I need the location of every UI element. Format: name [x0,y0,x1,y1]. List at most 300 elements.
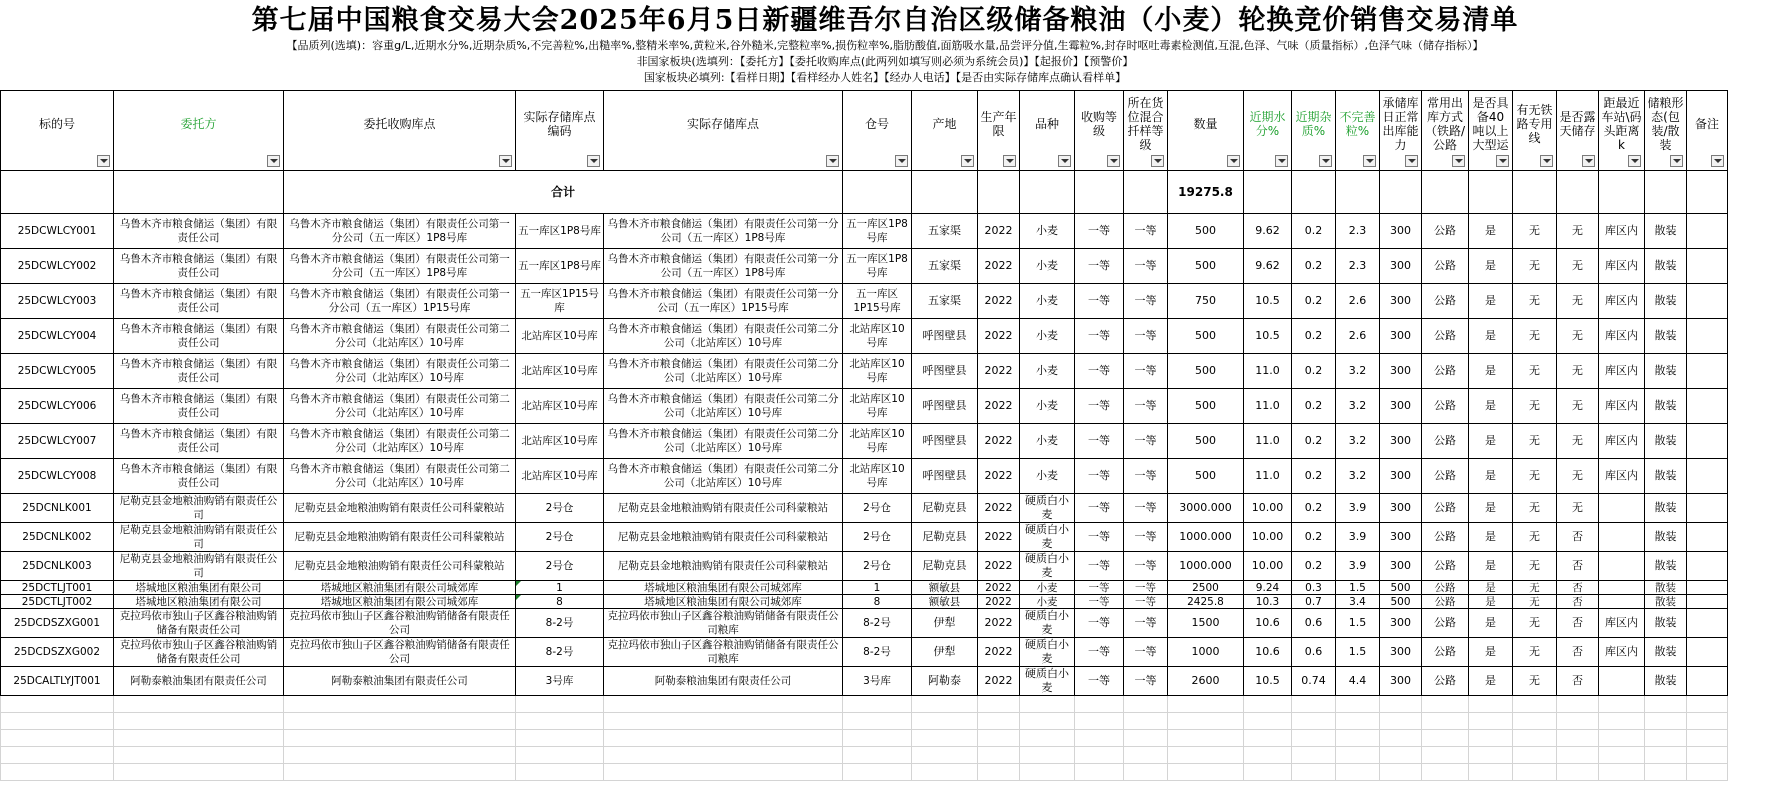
empty-cell[interactable] [1168,696,1244,713]
cell-capacity[interactable]: 300 [1380,424,1422,459]
empty-cell[interactable] [1557,696,1599,713]
empty-cell[interactable] [978,764,1020,781]
empty-cell[interactable] [1168,764,1244,781]
cell-rail[interactable]: 无 [1513,249,1557,284]
empty-cell[interactable] [843,696,912,713]
cell-capacity[interactable]: 300 [1380,249,1422,284]
cell-impurity[interactable]: 0.2 [1292,354,1336,389]
cell-buy-point[interactable]: 乌鲁木齐市粮食储运（集团）有限责任公司第二分公司（北站库区）10号库 [284,389,516,424]
empty-cell[interactable] [516,730,604,747]
cell-client[interactable]: 乌鲁木齐市粮食储运（集团）有限责任公司 [114,424,284,459]
cell-impurity[interactable]: 0.74 [1292,667,1336,696]
cell-variety[interactable]: 硬质白小麦 [1020,638,1075,667]
empty-cell[interactable] [978,747,1020,764]
empty-cell[interactable] [1599,696,1645,713]
cell-origin[interactable]: 五家渠 [912,214,978,249]
cell-moisture[interactable]: 10.3 [1244,595,1292,609]
cell-impurity[interactable]: 0.2 [1292,523,1336,552]
cell-open-air[interactable]: 否 [1557,667,1599,696]
empty-cell[interactable] [1,730,114,747]
cell-open-air[interactable]: 否 [1557,581,1599,595]
filter-dropdown-icon[interactable] [499,155,512,167]
empty-cell[interactable] [1599,713,1645,730]
empty-cell[interactable] [1513,696,1557,713]
empty-cell[interactable] [284,747,516,764]
empty-row[interactable] [1,713,1728,730]
cell-mix-grade[interactable]: 一等 [1124,667,1168,696]
cell-store-point[interactable]: 乌鲁木齐市粮食储运（集团）有限责任公司第二分公司（北站库区）10号库 [604,354,843,389]
cell-store-code[interactable]: 2号仓 [516,552,604,581]
cell-distance[interactable]: 库区内 [1599,319,1645,354]
cell-distance[interactable] [1599,552,1645,581]
empty-cell[interactable] [978,713,1020,730]
empty-cell[interactable] [1380,696,1422,713]
cell-remark[interactable] [1687,214,1728,249]
cell-capacity[interactable]: 300 [1380,319,1422,354]
cell-qty[interactable]: 2600 [1168,667,1244,696]
cell-qty[interactable]: 500 [1168,459,1244,494]
cell-buy-point[interactable]: 乌鲁木齐市粮食储运（集团）有限责任公司第一分公司（五一库区）1P8号库 [284,249,516,284]
cell-grade[interactable]: 一等 [1075,214,1124,249]
cell-year[interactable]: 2022 [978,523,1020,552]
cell-grade[interactable]: 一等 [1075,523,1124,552]
cell-remark[interactable] [1687,595,1728,609]
empty-cell[interactable] [284,730,516,747]
cell-moisture[interactable]: 11.0 [1244,459,1292,494]
cell-client[interactable]: 乌鲁木齐市粮食储运（集团）有限责任公司 [114,284,284,319]
cell-rail[interactable]: 无 [1513,354,1557,389]
cell-mix-grade[interactable]: 一等 [1124,214,1168,249]
empty-cell[interactable] [1557,764,1599,781]
empty-cell[interactable] [978,696,1020,713]
cell-variety[interactable]: 小麦 [1020,459,1075,494]
cell-moisture[interactable]: 10.5 [1244,667,1292,696]
cell-buy-point[interactable]: 塔城地区粮油集团有限公司城郊库 [284,595,516,609]
cell-truck[interactable]: 是 [1469,494,1513,523]
empty-cell[interactable] [1469,730,1513,747]
filter-dropdown-icon[interactable] [895,155,908,167]
cell-capacity[interactable]: 300 [1380,389,1422,424]
cell-form[interactable]: 散装 [1645,523,1687,552]
cell-buy-point[interactable]: 克拉玛依市独山子区鑫谷粮油购销储备有限责任公司 [284,638,516,667]
empty-cell[interactable] [1292,713,1336,730]
empty-cell[interactable] [284,713,516,730]
cell-open-air[interactable]: 无 [1557,494,1599,523]
filter-dropdown-icon[interactable] [1107,155,1120,167]
cell-variety[interactable]: 硬质白小麦 [1020,609,1075,638]
cell-moisture[interactable]: 10.5 [1244,284,1292,319]
cell-impurity[interactable]: 0.7 [1292,595,1336,609]
cell-impurity[interactable]: 0.2 [1292,284,1336,319]
cell-buy-point[interactable]: 乌鲁木齐市粮食储运（集团）有限责任公司第二分公司（北站库区）10号库 [284,354,516,389]
filter-dropdown-icon[interactable] [1540,155,1553,167]
empty-cell[interactable] [1422,696,1469,713]
empty-cell[interactable] [604,764,843,781]
empty-cell[interactable] [1075,696,1124,713]
cell-form[interactable]: 散装 [1645,667,1687,696]
cell-open-air[interactable]: 无 [1557,354,1599,389]
cell-bin[interactable]: 3号库 [843,667,912,696]
filter-dropdown-icon[interactable] [1151,155,1164,167]
cell-grade[interactable]: 一等 [1075,581,1124,595]
filter-dropdown-icon[interactable] [97,155,110,167]
cell-capacity[interactable]: 500 [1380,595,1422,609]
cell-qty[interactable]: 1000 [1168,638,1244,667]
cell-rail[interactable]: 无 [1513,638,1557,667]
cell-bin[interactable]: 北站库区10号库 [843,354,912,389]
cell-rail[interactable]: 无 [1513,389,1557,424]
cell-buy-point[interactable]: 尼勒克县金地粮油购销有限责任公司科蒙粮站 [284,552,516,581]
empty-cell[interactable] [1599,730,1645,747]
cell-variety[interactable]: 小麦 [1020,319,1075,354]
cell-mix-grade[interactable]: 一等 [1124,581,1168,595]
cell-form[interactable]: 散装 [1645,354,1687,389]
cell-form[interactable]: 散装 [1645,424,1687,459]
cell-rail[interactable]: 无 [1513,595,1557,609]
cell-remark[interactable] [1687,424,1728,459]
empty-cell[interactable] [604,747,843,764]
cell-grade[interactable]: 一等 [1075,638,1124,667]
cell-grade[interactable]: 一等 [1075,319,1124,354]
filter-dropdown-icon[interactable] [1670,155,1683,167]
empty-cell[interactable] [1,747,114,764]
empty-cell[interactable] [1,764,114,781]
cell-origin[interactable]: 五家渠 [912,284,978,319]
table-row[interactable] [1,595,1728,609]
empty-cell[interactable] [114,764,284,781]
empty-cell[interactable] [978,730,1020,747]
filter-dropdown-icon[interactable] [1496,155,1509,167]
cell-buy-point[interactable]: 塔城地区粮油集团有限公司城郊库 [284,581,516,595]
cell-store-point[interactable]: 克拉玛依市独山子区鑫谷粮油购销储备有限责任公司粮库 [604,638,843,667]
empty-cell[interactable] [1292,696,1336,713]
table-row[interactable] [1,284,1728,319]
cell-truck[interactable]: 是 [1469,459,1513,494]
cell-mix-grade[interactable]: 一等 [1124,459,1168,494]
table-row[interactable] [1,667,1728,696]
cell-year[interactable]: 2022 [978,424,1020,459]
cell-transport[interactable]: 公路 [1422,667,1469,696]
cell-grade[interactable]: 一等 [1075,389,1124,424]
cell-moisture[interactable]: 10.00 [1244,552,1292,581]
cell-mix-grade[interactable]: 一等 [1124,595,1168,609]
cell-distance[interactable] [1599,494,1645,523]
cell-remark[interactable] [1687,389,1728,424]
cell-id[interactable]: 25DCNLK003 [1,552,114,581]
cell-moisture[interactable]: 11.0 [1244,389,1292,424]
cell-origin[interactable]: 额敏县 [912,581,978,595]
cell-id[interactable]: 25DCTLJT001 [1,581,114,595]
cell-truck[interactable]: 是 [1469,609,1513,638]
cell-origin[interactable]: 呼图壁县 [912,319,978,354]
empty-cell[interactable] [1380,764,1422,781]
empty-cell[interactable] [1469,696,1513,713]
empty-cell[interactable] [1,713,114,730]
filter-dropdown-icon[interactable] [587,155,600,167]
filter-dropdown-icon[interactable] [1452,155,1465,167]
cell-variety[interactable]: 硬质白小麦 [1020,494,1075,523]
cell-imperfect[interactable]: 3.2 [1336,459,1380,494]
cell-origin[interactable]: 伊犁 [912,638,978,667]
cell-remark[interactable] [1687,459,1728,494]
empty-cell[interactable] [1422,747,1469,764]
cell-bin[interactable]: 2号仓 [843,523,912,552]
table-row[interactable] [1,249,1728,284]
cell-moisture[interactable]: 10.6 [1244,609,1292,638]
empty-cell[interactable] [516,764,604,781]
cell-store-code[interactable]: 3号库 [516,667,604,696]
cell-store-code[interactable]: 北站库区10号库 [516,319,604,354]
empty-cell[interactable] [1020,747,1075,764]
cell-store-point[interactable]: 塔城地区粮油集团有限公司城郊库 [604,595,843,609]
empty-cell[interactable] [1244,747,1292,764]
cell-store-point[interactable]: 乌鲁木齐市粮食储运（集团）有限责任公司第二分公司（北站库区）10号库 [604,424,843,459]
cell-store-code[interactable]: 2号仓 [516,523,604,552]
empty-cell[interactable] [843,713,912,730]
empty-cell[interactable] [1124,730,1168,747]
cell-imperfect[interactable]: 1.5 [1336,638,1380,667]
cell-capacity[interactable]: 300 [1380,214,1422,249]
cell-transport[interactable]: 公路 [1422,424,1469,459]
empty-cell[interactable] [1336,696,1380,713]
cell-store-code[interactable]: 北站库区10号库 [516,354,604,389]
cell-remark[interactable] [1687,284,1728,319]
cell-qty[interactable]: 1000.000 [1168,523,1244,552]
cell-form[interactable]: 散装 [1645,581,1687,595]
cell-client[interactable]: 尼勒克县金地粮油购销有限责任公司 [114,523,284,552]
empty-cell[interactable] [1075,764,1124,781]
cell-truck[interactable]: 是 [1469,354,1513,389]
cell-impurity[interactable]: 0.6 [1292,638,1336,667]
empty-cell[interactable] [604,696,843,713]
cell-form[interactable]: 散装 [1645,595,1687,609]
empty-cell[interactable] [1124,747,1168,764]
cell-distance[interactable]: 库区内 [1599,389,1645,424]
cell-rail[interactable]: 无 [1513,667,1557,696]
empty-cell[interactable] [1336,747,1380,764]
table-row[interactable] [1,552,1728,581]
cell-open-air[interactable]: 否 [1557,552,1599,581]
cell-transport[interactable]: 公路 [1422,638,1469,667]
cell-rail[interactable]: 无 [1513,424,1557,459]
empty-row[interactable] [1,730,1728,747]
empty-cell[interactable] [516,696,604,713]
cell-buy-point[interactable]: 乌鲁木齐市粮食储运（集团）有限责任公司第二分公司（北站库区）10号库 [284,424,516,459]
empty-cell[interactable] [604,730,843,747]
cell-client[interactable]: 塔城地区粮油集团有限公司 [114,595,284,609]
cell-id[interactable]: 25DCWLCY006 [1,389,114,424]
filter-dropdown-icon[interactable] [1582,155,1595,167]
cell-variety[interactable]: 小麦 [1020,581,1075,595]
cell-qty[interactable]: 750 [1168,284,1244,319]
filter-dropdown-icon[interactable] [1319,155,1332,167]
cell-moisture[interactable]: 9.62 [1244,214,1292,249]
cell-moisture[interactable]: 11.0 [1244,354,1292,389]
cell-id[interactable]: 25DCNLK001 [1,494,114,523]
empty-cell[interactable] [1513,730,1557,747]
cell-distance[interactable]: 库区内 [1599,459,1645,494]
cell-bin[interactable]: 北站库区10号库 [843,424,912,459]
empty-cell[interactable] [1422,730,1469,747]
cell-capacity[interactable]: 300 [1380,523,1422,552]
table-row[interactable] [1,354,1728,389]
empty-cell[interactable] [1075,747,1124,764]
cell-form[interactable]: 散装 [1645,284,1687,319]
cell-store-code[interactable]: 8-2号 [516,638,604,667]
cell-truck[interactable]: 是 [1469,424,1513,459]
cell-bin[interactable]: 五一库区1P15号库 [843,284,912,319]
cell-id[interactable]: 25DCALTLYJT001 [1,667,114,696]
cell-origin[interactable]: 五家渠 [912,249,978,284]
cell-mix-grade[interactable]: 一等 [1124,552,1168,581]
cell-remark[interactable] [1687,319,1728,354]
table-row[interactable] [1,424,1728,459]
empty-cell[interactable] [1645,730,1687,747]
cell-rail[interactable]: 无 [1513,214,1557,249]
cell-form[interactable]: 散装 [1645,609,1687,638]
cell-id[interactable]: 25DCWLCY001 [1,214,114,249]
cell-buy-point[interactable]: 阿勒泰粮油集团有限责任公司 [284,667,516,696]
table-row[interactable] [1,494,1728,523]
empty-cell[interactable] [1469,764,1513,781]
cell-origin[interactable]: 尼勒克县 [912,552,978,581]
cell-buy-point[interactable]: 克拉玛依市独山子区鑫谷粮油购销储备有限责任公司 [284,609,516,638]
cell-impurity[interactable]: 0.2 [1292,494,1336,523]
cell-client[interactable]: 克拉玛依市独山子区鑫谷粮油购销储备有限责任公司 [114,609,284,638]
cell-qty[interactable]: 500 [1168,424,1244,459]
cell-open-air[interactable]: 无 [1557,284,1599,319]
cell-impurity[interactable]: 0.2 [1292,389,1336,424]
empty-cell[interactable] [1292,747,1336,764]
cell-id[interactable]: 25DCDSZXG002 [1,638,114,667]
cell-id[interactable]: 25DCWLCY003 [1,284,114,319]
cell-imperfect[interactable]: 2.6 [1336,319,1380,354]
cell-store-point[interactable]: 克拉玛依市独山子区鑫谷粮油购销储备有限责任公司粮库 [604,609,843,638]
cell-impurity[interactable]: 0.2 [1292,319,1336,354]
cell-year[interactable]: 2022 [978,667,1020,696]
cell-origin[interactable]: 呼图壁县 [912,424,978,459]
cell-distance[interactable]: 库区内 [1599,638,1645,667]
cell-client[interactable]: 乌鲁木齐市粮食储运（集团）有限责任公司 [114,319,284,354]
cell-transport[interactable]: 公路 [1422,214,1469,249]
empty-cell[interactable] [1469,747,1513,764]
empty-cell[interactable] [114,730,284,747]
cell-id[interactable]: 25DCWLCY005 [1,354,114,389]
cell-form[interactable]: 散装 [1645,389,1687,424]
cell-truck[interactable]: 是 [1469,523,1513,552]
cell-remark[interactable] [1687,249,1728,284]
cell-mix-grade[interactable]: 一等 [1124,424,1168,459]
cell-variety[interactable]: 小麦 [1020,424,1075,459]
empty-cell[interactable] [1469,713,1513,730]
cell-year[interactable]: 2022 [978,249,1020,284]
cell-mix-grade[interactable]: 一等 [1124,389,1168,424]
cell-client[interactable]: 乌鲁木齐市粮食储运（集团）有限责任公司 [114,389,284,424]
cell-year[interactable]: 2022 [978,284,1020,319]
cell-transport[interactable]: 公路 [1422,552,1469,581]
cell-bin[interactable]: 8-2号 [843,638,912,667]
cell-capacity[interactable]: 300 [1380,494,1422,523]
cell-year[interactable]: 2022 [978,609,1020,638]
cell-form[interactable]: 散装 [1645,459,1687,494]
cell-store-code[interactable]: 2号仓 [516,494,604,523]
cell-imperfect[interactable]: 2.3 [1336,214,1380,249]
cell-qty[interactable]: 2425.8 [1168,595,1244,609]
cell-year[interactable]: 2022 [978,389,1020,424]
cell-truck[interactable]: 是 [1469,249,1513,284]
cell-form[interactable]: 散装 [1645,249,1687,284]
cell-year[interactable]: 2022 [978,354,1020,389]
cell-variety[interactable]: 硬质白小麦 [1020,667,1075,696]
table-row[interactable] [1,459,1728,494]
cell-imperfect[interactable]: 2.6 [1336,284,1380,319]
cell-origin[interactable]: 伊犁 [912,609,978,638]
cell-truck[interactable]: 是 [1469,595,1513,609]
empty-cell[interactable] [284,764,516,781]
empty-cell[interactable] [1292,764,1336,781]
empty-cell[interactable] [1557,730,1599,747]
cell-id[interactable]: 25DCDSZXG001 [1,609,114,638]
empty-cell[interactable] [1513,747,1557,764]
cell-transport[interactable]: 公路 [1422,595,1469,609]
cell-rail[interactable]: 无 [1513,609,1557,638]
cell-capacity[interactable]: 300 [1380,638,1422,667]
filter-dropdown-icon[interactable] [1711,155,1724,167]
cell-truck[interactable]: 是 [1469,552,1513,581]
cell-year[interactable]: 2022 [978,214,1020,249]
cell-open-air[interactable]: 否 [1557,638,1599,667]
cell-rail[interactable]: 无 [1513,494,1557,523]
cell-store-point[interactable]: 乌鲁木齐市粮食储运（集团）有限责任公司第一分公司（五一库区）1P15号库 [604,284,843,319]
cell-truck[interactable]: 是 [1469,667,1513,696]
cell-grade[interactable]: 一等 [1075,667,1124,696]
cell-grade[interactable]: 一等 [1075,249,1124,284]
cell-distance[interactable]: 库区内 [1599,354,1645,389]
cell-capacity[interactable]: 300 [1380,354,1422,389]
cell-imperfect[interactable]: 1.5 [1336,609,1380,638]
cell-distance[interactable]: 库区内 [1599,214,1645,249]
cell-distance[interactable]: 库区内 [1599,284,1645,319]
cell-bin[interactable]: 8 [843,595,912,609]
empty-cell[interactable] [1380,747,1422,764]
cell-open-air[interactable]: 无 [1557,424,1599,459]
filter-dropdown-icon[interactable] [1003,155,1016,167]
cell-mix-grade[interactable]: 一等 [1124,319,1168,354]
cell-grade[interactable]: 一等 [1075,424,1124,459]
cell-year[interactable]: 2022 [978,638,1020,667]
cell-qty[interactable]: 1500 [1168,609,1244,638]
cell-variety[interactable]: 小麦 [1020,389,1075,424]
cell-remark[interactable] [1687,354,1728,389]
cell-qty[interactable]: 500 [1168,249,1244,284]
empty-row[interactable] [1,764,1728,781]
empty-cell[interactable] [1020,713,1075,730]
table-row[interactable] [1,523,1728,552]
cell-store-code[interactable]: 北站库区10号库 [516,389,604,424]
cell-variety[interactable]: 硬质白小麦 [1020,552,1075,581]
empty-cell[interactable] [516,747,604,764]
cell-imperfect[interactable]: 3.2 [1336,424,1380,459]
empty-cell[interactable] [1687,764,1728,781]
filter-dropdown-icon[interactable] [1058,155,1071,167]
cell-transport[interactable]: 公路 [1422,523,1469,552]
cell-buy-point[interactable]: 乌鲁木齐市粮食储运（集团）有限责任公司第一分公司（五一库区）1P15号库 [284,284,516,319]
cell-store-point[interactable]: 尼勒克县金地粮油购销有限责任公司科蒙粮站 [604,552,843,581]
cell-truck[interactable]: 是 [1469,638,1513,667]
cell-bin[interactable]: 2号仓 [843,494,912,523]
cell-client[interactable]: 克拉玛依市独山子区鑫谷粮油购销储备有限责任公司 [114,638,284,667]
empty-cell[interactable] [1645,696,1687,713]
